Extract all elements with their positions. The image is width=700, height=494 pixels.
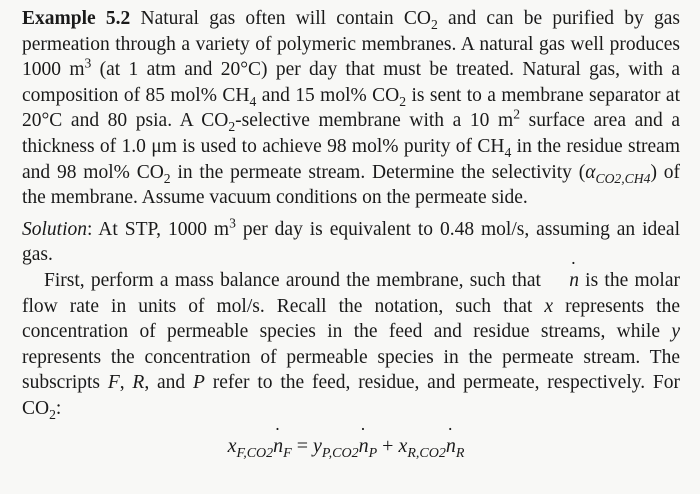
example-text: (at 1 atm and 20°C) per day that must be treated. Natural gas, with a composition of 85 mol% CH [22,59,680,106]
example-text: Natural gas often will contain CO [130,8,431,29]
eq-x: x [398,434,408,457]
eq-subscript: P,CO2 [321,445,359,461]
solution-label: Solution [22,218,88,240]
superscript: 2 [513,106,521,122]
eq-n-dot: n ˙ [273,434,283,460]
eq-n-dot: n ˙ [446,434,456,460]
solution-text: : At STP, 1000 m [87,218,230,240]
permeate-symbol: P [193,372,205,394]
subscript: 2 [228,119,236,135]
subscript: 4 [504,144,512,160]
mass-balance-equation [22,434,680,460]
solution-text: per day is equivalent to 0.48 mol/s, assuming an ideal gas. [22,218,680,266]
example-text: surface area and a thickness of 1.0 μm is used to achieve 98 mol% purity of CH [22,110,681,157]
eq-n-dot: n ˙ [359,434,369,460]
example-text: in the permeate stream. Determine the selectivity ( [170,161,586,183]
subscript: 2 [49,406,56,422]
paragraph-text: is the molar flow rate in units of mol/s. Recall the notation, such that [22,269,680,317]
example-text: is sent to a membrane separator at 20°C and 80 psia. A CO [22,84,680,132]
superscript: 3 [84,55,92,71]
eq-y: y [313,434,322,457]
eq-equals: = [291,434,314,457]
subscript: 2 [399,93,407,109]
eq-x: x [227,434,237,457]
example-text: in the residue stream and 98 mol% CO [22,135,680,183]
example-text: and 15 mol% CO [256,84,400,106]
alpha-symbol: α [585,161,596,183]
paragraph-text: , [119,372,133,394]
eq-plus: + [377,434,399,457]
eq-subscript: F [283,445,292,461]
example-paragraph [22,6,680,211]
eq-subscript: R [455,445,465,461]
paragraph-text: , and [144,372,193,394]
example-text: -selective membrane with a 10 m [235,110,514,132]
residue-symbol: R [132,372,145,394]
paragraph-text: represents the concentration of permeable species in the permeate stream. The subscripts [22,346,680,394]
example-text: and can be purified by gas permeation through a variety of polymeric membranes. A natural gas well produces 1000 m [22,8,681,81]
paragraph-text: : [55,397,62,419]
example-text: ) of the membrane. Assume vacuum conditions on the permeate side. [22,161,680,209]
eq-subscript: F,CO2 [236,445,274,461]
subscript: 2 [163,170,171,186]
superscript: 3 [229,215,236,231]
feed-symbol: F [107,372,120,394]
solution-paragraph [22,217,680,268]
y-symbol: y [671,321,680,343]
paragraph-text: refer to the feed, residue, and permeate, respectively. For CO [22,372,681,419]
x-symbol: x [544,295,554,317]
alpha-subscript: CO2,CH4 [595,170,651,186]
eq-subscript: R,CO2 [407,445,446,461]
subscript: 2 [430,16,438,32]
mass-balance-paragraph [22,268,680,422]
eq-subscript: P [368,445,378,461]
paragraph-text: First, perform a mass balance around the membrane, such that [44,269,548,291]
subscript: 4 [249,93,257,109]
n-dot-symbol: n ˙ [547,268,579,294]
example-label: Example 5.2 [22,8,131,29]
paragraph-text: represents the concentration of permeable species in the feed and residue streams, while [22,295,681,343]
